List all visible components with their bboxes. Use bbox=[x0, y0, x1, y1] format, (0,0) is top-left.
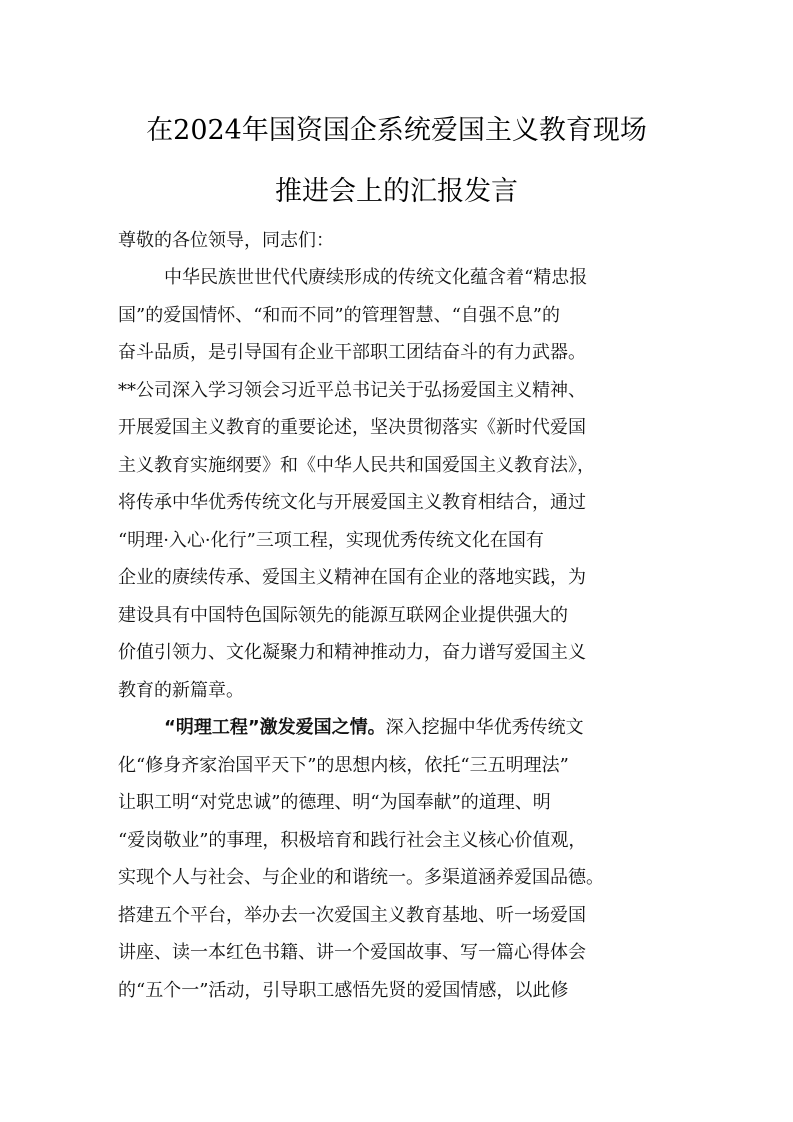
text-line: 建设具有中国特色国际领先的能源互联网企业提供强大的 bbox=[118, 604, 568, 626]
text-line: 中华民族世世代代赓续形成的传统文化蕴含着“精忠报 bbox=[164, 267, 588, 288]
text-line: 开展爱国主义教育的重要论述，坚决贯彻落实《新时代爱国 bbox=[118, 417, 586, 438]
section-heading: “明理工程”激发爱国之情。 bbox=[164, 717, 386, 738]
text-line: 企业的赓续传承、爱国主义精神在国有企业的落地实践，为 bbox=[118, 567, 586, 588]
text-line: 教育的新篇章。 bbox=[118, 679, 244, 701]
paragraph-2 bbox=[118, 709, 675, 1009]
text-line: 的“五个一”活动，引导职工感悟先贤的爱国情感，以此修 bbox=[118, 979, 569, 1001]
paragraph-1 bbox=[118, 259, 675, 709]
text-line: “爱岗敬业”的事理，积极培育和践行社会主义核心价值观， bbox=[118, 829, 587, 851]
title-line-2: 推进会上的汇报发言 bbox=[275, 176, 518, 207]
text-line: “明理·入心·化行”三项工程，实现优秀传统文化在国有 bbox=[118, 529, 544, 551]
text-line: 国”的爱国情怀、“和而不同”的管理智慧、“自强不息”的 bbox=[118, 304, 561, 326]
text-line: 主义教育实施纲要》和《中华人民共和国爱国主义教育法》， bbox=[118, 454, 595, 476]
text-line: 讲座、读一本红色书籍、讲一个爱国故事、写一篇心得体会 bbox=[118, 942, 586, 963]
text-line: **公司深入学习领会习近平总书记关于弘扬爱国主义精神、 bbox=[118, 379, 586, 401]
text-line: 实现个人与社会、与企业的和谐统一。多渠道涵养爱国品德。 bbox=[118, 867, 604, 888]
text-line: 价值引领力、文化凝聚力和精神推动力，奋力谱写爱国主义 bbox=[118, 642, 586, 663]
title-line-1: 在2024年国资国企系统爱国主义教育现场 bbox=[146, 115, 647, 146]
text-line: 将传承中华优秀传统文化与开展爱国主义教育相结合，通过 bbox=[118, 492, 586, 513]
text-line: 搭建五个平台，举办去一次爱国主义教育基地、听一场爱国 bbox=[118, 904, 586, 926]
salutation: 尊敬的各位领导，同志们： bbox=[118, 230, 334, 251]
text-line: 奋斗品质，是引导国有企业干部职工团结奋斗的有力武器。 bbox=[118, 342, 586, 363]
text-line bbox=[118, 709, 675, 747]
document-title bbox=[118, 100, 675, 222]
text-run: 深入挖掘中华优秀传统文 bbox=[385, 717, 584, 738]
text-line: 让职工明“对党忠诚”的德理、明“为国奉献”的道理、明 bbox=[118, 792, 551, 813]
text-line: 化“修身齐家治国平天下”的思想内核，依托“三五明理法” bbox=[118, 754, 569, 776]
